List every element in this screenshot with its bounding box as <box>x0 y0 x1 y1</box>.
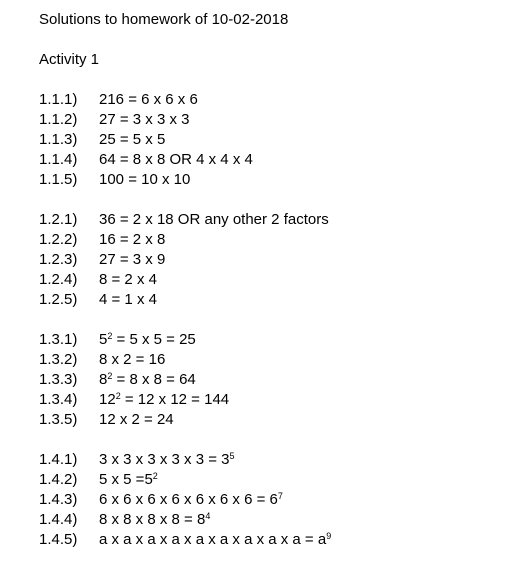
answer-text: 25 = 5 x 5 <box>99 131 166 148</box>
question-number: 1.4.5) <box>39 531 78 548</box>
answer-base: 12 <box>99 391 116 408</box>
answer-text: 8 = 2 x 4 <box>99 271 157 288</box>
answer-base: 3 x 3 x 3 x 3 x 3 = 3 <box>99 451 230 468</box>
question-number: 1.1.5) <box>39 171 78 188</box>
question-number: 1.2.1) <box>39 211 78 228</box>
question-number: 1.2.5) <box>39 291 78 308</box>
answer-base: 8 x 8 x 8 x 8 = 8 <box>99 511 206 528</box>
answer-base: a x a x a x a x a x a x a x a x a = a <box>99 531 327 548</box>
solution-group-1-1 <box>39 90 499 190</box>
document-title: Solutions to homework of 10-02-2018 <box>39 11 289 28</box>
solution-row <box>39 530 499 550</box>
question-number: 1.2.4) <box>39 271 78 288</box>
answer-exponent: 9 <box>326 531 332 541</box>
solution-row <box>39 370 499 390</box>
solution-row <box>39 470 499 490</box>
answer-text: 100 = 10 x 10 <box>99 171 191 188</box>
answer-exponent: 2 <box>115 391 121 401</box>
question-number: 1.1.3) <box>39 131 78 148</box>
solution-row <box>39 210 499 230</box>
solution-row <box>39 110 499 130</box>
question-number: 1.3.3) <box>39 371 78 388</box>
activity-heading: Activity 1 <box>39 51 100 68</box>
question-number: 1.3.1) <box>39 331 78 348</box>
question-number: 1.1.4) <box>39 151 78 168</box>
answer-base: 8 <box>99 371 108 388</box>
answer-exponent: 2 <box>107 331 113 341</box>
solution-row <box>39 250 499 270</box>
solution-row <box>39 270 499 290</box>
answer-text: = 5 x 5 = 25 <box>112 331 196 348</box>
question-number: 1.4.3) <box>39 491 78 508</box>
solution-row <box>39 410 499 430</box>
solution-row <box>39 290 499 310</box>
answer-text: 8 x 2 = 16 <box>99 351 166 368</box>
answer-text: 12 x 2 = 24 <box>99 411 174 428</box>
question-number: 1.3.2) <box>39 351 78 368</box>
answer-base: 5 x 5 =5 <box>99 471 153 488</box>
solution-group-1-3 <box>39 330 499 430</box>
question-number: 1.3.5) <box>39 411 78 428</box>
question-number: 1.3.4) <box>39 391 78 408</box>
question-number: 1.1.1) <box>39 91 78 108</box>
answer-text: 16 = 2 x 8 <box>99 231 166 248</box>
solution-row <box>39 150 499 170</box>
question-number: 1.4.4) <box>39 511 78 528</box>
answer-exponent: 2 <box>152 471 158 481</box>
solution-row <box>39 230 499 250</box>
answer-base: 5 <box>99 331 108 348</box>
document-page <box>39 10 499 550</box>
answer-text: 27 = 3 x 9 <box>99 251 166 268</box>
solution-row <box>39 510 499 530</box>
solution-row <box>39 170 499 190</box>
answer-text: 36 = 2 x 18 OR any other 2 factors <box>99 211 329 228</box>
question-number: 1.1.2) <box>39 111 78 128</box>
solution-group-1-2 <box>39 210 499 310</box>
solution-row <box>39 490 499 510</box>
answer-text: = 8 x 8 = 64 <box>112 371 196 388</box>
solution-row <box>39 330 499 350</box>
solution-row <box>39 390 499 410</box>
solution-row <box>39 130 499 150</box>
answer-exponent: 2 <box>107 371 113 381</box>
solution-row <box>39 450 499 470</box>
solution-group-1-4 <box>39 450 499 550</box>
answer-base: 6 x 6 x 6 x 6 x 6 x 6 x 6 = 6 <box>99 491 278 508</box>
question-number: 1.2.2) <box>39 231 78 248</box>
answer-text: = 12 x 12 = 144 <box>120 391 230 408</box>
question-number: 1.4.1) <box>39 451 78 468</box>
answer-exponent: 7 <box>277 491 283 501</box>
solution-row <box>39 90 499 110</box>
answer-text: 27 = 3 x 3 x 3 <box>99 111 190 128</box>
solution-row <box>39 350 499 370</box>
answer-exponent: 5 <box>229 451 235 461</box>
question-number: 1.2.3) <box>39 251 78 268</box>
answer-text: 4 = 1 x 4 <box>99 291 157 308</box>
question-number: 1.4.2) <box>39 471 78 488</box>
answer-exponent: 4 <box>205 511 211 521</box>
answer-text: 216 = 6 x 6 x 6 <box>99 91 198 108</box>
answer-text: 64 = 8 x 8 OR 4 x 4 x 4 <box>99 151 253 168</box>
